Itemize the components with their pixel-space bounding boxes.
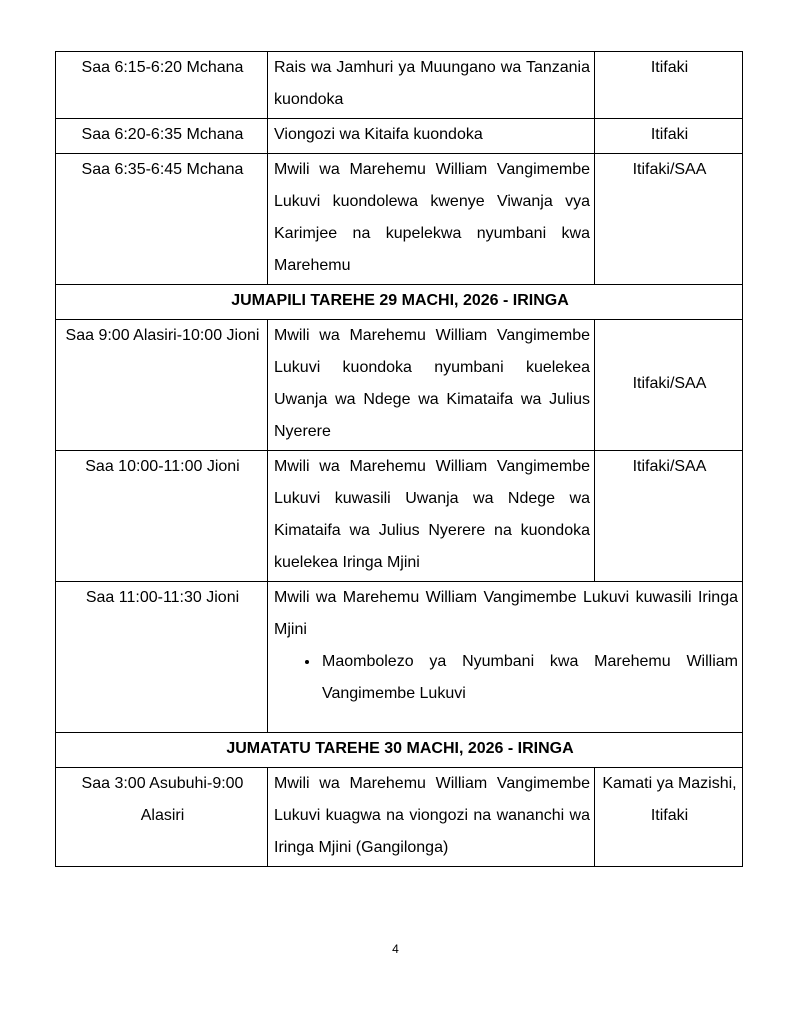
responsible-cell: Itifaki — [595, 52, 743, 119]
time-cell: Saa 11:00-11:30 Jioni — [56, 582, 268, 733]
table-row — [56, 582, 743, 733]
time-cell: Saa 6:15-6:20 Mchana — [56, 52, 268, 119]
table-row — [56, 320, 743, 451]
section-row — [56, 285, 743, 320]
responsible-cell: Kamati ya Mazishi, Itifaki — [595, 768, 743, 867]
schedule-table — [55, 51, 743, 867]
page-number: 4 — [392, 942, 399, 956]
time-cell: Saa 6:20-6:35 Mchana — [56, 119, 268, 154]
time-cell: Saa 6:35-6:45 Mchana — [56, 154, 268, 285]
responsible-cell: Itifaki — [595, 119, 743, 154]
list-item: • Maombolezo ya Nyumbani kwa Marehemu William Vangimembe Lukuvi — [320, 646, 738, 710]
table-row — [56, 154, 743, 285]
description-cell: Mwili wa Marehemu William Vangimembe Lukuvi kuwasili Uwanja wa Ndege wa Kimataifa wa Julius Nyerere na kuondoka kuelekea Iringa Mjini — [268, 451, 595, 582]
table-row — [56, 52, 743, 119]
description-cell: Mwili wa Marehemu William Vangimembe Lukuvi kuagwa na viongozi na wananchi wa Iringa Mjini (Gangilonga) — [268, 768, 595, 867]
table-row — [56, 768, 743, 867]
section-heading-monday: JUMATATU TAREHE 30 MACHI, 2026 - IRINGA — [56, 733, 743, 768]
description-cell — [268, 582, 743, 733]
responsible-cell: Itifaki/SAA — [595, 451, 743, 582]
responsible-cell: Itifaki/SAA — [595, 320, 743, 451]
section-row — [56, 733, 743, 768]
table-row — [56, 451, 743, 582]
bullet-list — [274, 646, 738, 710]
responsible-cell: Itifaki/SAA — [595, 154, 743, 285]
section-heading-sunday: JUMAPILI TAREHE 29 MACHI, 2026 - IRINGA — [56, 285, 743, 320]
description-cell: Mwili wa Marehemu William Vangimembe Lukuvi kuondolewa kwenye Viwanja vya Karimjee na kupelekwa nyumbani kwa Marehemu — [268, 154, 595, 285]
table-row — [56, 119, 743, 154]
time-cell: Saa 9:00 Alasiri-10:00 Jioni — [56, 320, 268, 451]
time-cell: Saa 10:00-11:00 Jioni — [56, 451, 268, 582]
time-cell: Saa 3:00 Asubuhi-9:00 Alasiri — [56, 768, 268, 867]
merged-description: Mwili wa Marehemu William Vangimembe Lukuvi kuwasili Iringa Mjini — [274, 589, 738, 638]
description-cell: Mwili wa Marehemu William Vangimembe Lukuvi kuondoka nyumbani kuelekea Uwanja wa Ndege wa Kimataifa wa Julius Nyerere — [268, 320, 595, 451]
description-cell: Rais wa Jamhuri ya Muungano wa Tanzania kuondoka — [268, 52, 595, 119]
description-cell: Viongozi wa Kitaifa kuondoka — [268, 119, 595, 154]
